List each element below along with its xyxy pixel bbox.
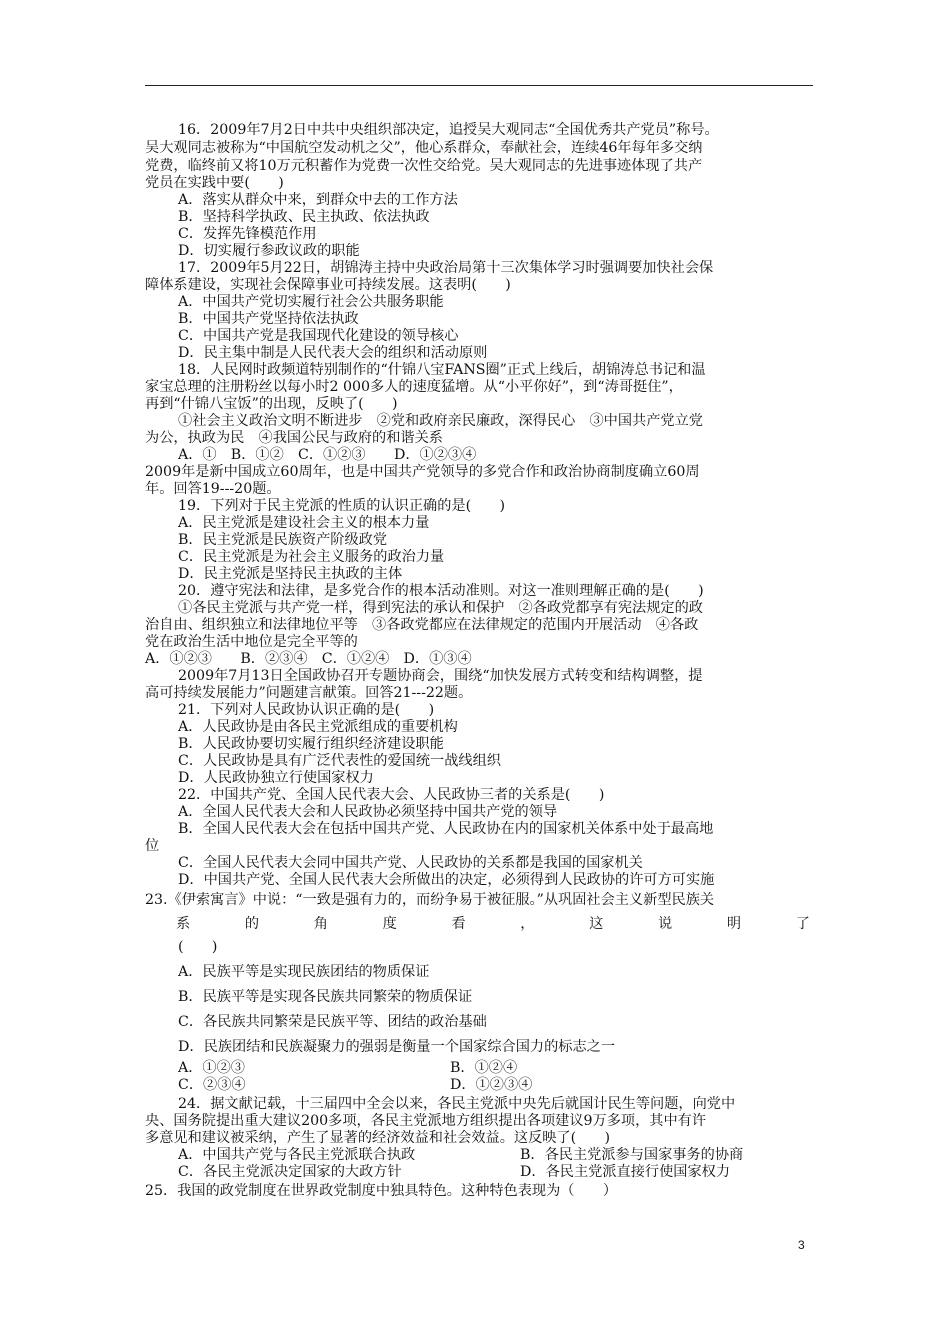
q18-stem-line2: 家宝总理的注册粉丝以每小时2 000多人的速度猛增。从“小平你好”，到“涛哥挺住”， bbox=[145, 379, 683, 395]
q23-word: 说 bbox=[658, 916, 673, 932]
q19-option-a: A．民主党派是建设社会主义的根本力量 bbox=[178, 515, 430, 531]
q17-option-b: B．中国共产党坚持依法执政 bbox=[178, 311, 359, 327]
q20-stem-line4: 党在政治生活中地位是完全平等的 bbox=[145, 634, 358, 650]
q23-word: 的 bbox=[244, 916, 260, 932]
q16-stem-line1: 16．2009年7月2日中共中央组织部决定，追授吴大观同志“全国优秀共产党员”称号。 bbox=[178, 122, 719, 138]
q23-option-a: A．民族平等是实现民族团结的物质保证 bbox=[178, 964, 430, 980]
q21-option-d: D．人民政协独立行使国家权力 bbox=[178, 770, 374, 786]
q23-option-b: B．民族平等是实现各民族共同繁荣的物质保证 bbox=[178, 989, 473, 1005]
q23-word: ， bbox=[520, 916, 535, 932]
q20-stem-line1: 20．遵守宪法和法律，是多党合作的根本活动准则。对这一准则理解正确的是( ) bbox=[178, 583, 704, 599]
intro21-line2: 高可持续发展能力”问题建言献策。回答21---22题。 bbox=[145, 685, 473, 701]
q22-option-b: B．全国人民代表大会在包括中国共产党、人民政协在内的国家机关体系中处于最高地 bbox=[178, 821, 714, 837]
q21-stem: 21．下列对人民政协认识正确的是( ) bbox=[178, 702, 435, 718]
q24-option-c: C．各民主党派决定国家的大政方针 bbox=[178, 1164, 402, 1180]
q23-stem-line2 bbox=[176, 916, 810, 933]
q23-choice-c: C．②③④ bbox=[178, 1077, 246, 1093]
q23-choice-a: A．①②③ bbox=[178, 1060, 245, 1076]
q19-option-b: B．民主党派是民族资产阶级政党 bbox=[178, 532, 388, 548]
q18-stem-line5: 为公，执政为民 ④我国公民与政府的和谐关系 bbox=[145, 430, 443, 446]
q24-option-a: A．中国共产党与各民主党派联合执政 bbox=[178, 1147, 416, 1163]
q17-stem-line1: 17．2009年5月22日，胡锦涛主持中央政治局第十三次集体学习时强调要加快社会保 bbox=[178, 260, 714, 276]
q20-options: A．①②③ B．②③④ C．①②④ D．①③④ bbox=[145, 651, 472, 667]
q24-option-d: D．各民主党派直接行使国家权力 bbox=[520, 1164, 731, 1180]
q18-stem-line1: 18．人民网时政频道特别制作的“什锦八宝FANS圈”正式上线后，胡锦涛总书记和温 bbox=[178, 362, 706, 378]
q23-stem-line3: ( ) bbox=[178, 939, 218, 955]
q16-option-d: D．切实履行参政议政的职能 bbox=[178, 243, 360, 259]
q22-option-c: C．全国人民代表大会同中国共产党、人民政协的关系都是我国的国家机关 bbox=[178, 855, 643, 871]
q19-option-c: C．民主党派是为社会主义服务的政治力量 bbox=[178, 549, 445, 565]
q21-option-a: A．人民政协是由各民主党派组成的重要机构 bbox=[178, 719, 458, 735]
q23-word: 明 bbox=[726, 916, 742, 932]
q23-stem-line1: 23.《伊索寓言》中说：“一致是强有力的，而纷争易于被征服。”从巩固社会主义新型民族关 bbox=[145, 892, 715, 908]
q16-option-a: A．落实从群众中来，到群众中去的工作方法 bbox=[178, 192, 458, 208]
q23-option-c: C．各民族共同繁荣是民族平等、团结的政治基础 bbox=[178, 1014, 487, 1030]
q23-word: 度 bbox=[382, 916, 397, 932]
q23-word: 这 bbox=[589, 916, 604, 932]
q23-option-d: D．民族团结和民族凝聚力的强弱是衡量一个国家综合国力的标志之一 bbox=[178, 1039, 616, 1055]
q19-stem: 19．下列对于民主党派的性质的认识正确的是( ) bbox=[178, 498, 506, 514]
q18-options: A．① B．①② C．①②③ D．①②③④ bbox=[178, 447, 477, 463]
q16-stem-line2: 吴大观同志被称为“中国航空发动机之父”，他心系群众，奉献社会，连续46年每年多交纳 bbox=[145, 140, 703, 156]
q18-stem-line3: 再到“什锦八宝饭”的出现，反映了( ) bbox=[145, 396, 398, 412]
q24-option-b: B．各民主党派参与国家事务的协商 bbox=[520, 1147, 744, 1163]
q23-word: 看 bbox=[451, 916, 466, 932]
q16-stem-line3: 党费，临终前又将10万元积蓄作为党费一次性交给党。吴大观同志的先进事迹体现了共产 bbox=[145, 158, 703, 174]
q21-option-b: B．人民政协要切实履行组织经济建设职能 bbox=[178, 736, 444, 752]
q18-stem-line4: ①社会主义政治文明不断进步 ②党和政府亲民廉政，深得民心 ③中国共产党立党 bbox=[178, 413, 703, 429]
q16-stem-line4: 党员在实践中要( ) bbox=[145, 175, 284, 191]
q22-option-d: D．中国共产党、全国人民代表大会所做出的决定，必须得到人民政协的许可方可实施 bbox=[178, 872, 715, 888]
q17-option-d: D．民主集中制是人民代表大会的组织和活动原则 bbox=[178, 345, 488, 361]
q24-stem-line1: 24．据文献记载，十三届四中全会以来，各民主党派中央先后就国计民生等问题，向党中 bbox=[178, 1096, 736, 1112]
q22-option-a: A．全国人民代表大会和人民政协必须坚持中国共产党的领导 bbox=[178, 804, 558, 820]
q23-choice-d: D．①②③④ bbox=[450, 1077, 533, 1093]
q25-stem: 25．我国的政党制度在世界政党制度中独具特色。这种特色表现为（ ） bbox=[145, 1183, 618, 1199]
q24-stem-line2: 央、国务院提出重大建议200多项，各民主党派地方组织提出各项建议9万多项，其中有许 bbox=[145, 1113, 707, 1129]
q17-option-a: A．中国共产党切实履行社会公共服务职能 bbox=[178, 294, 444, 310]
q17-stem-line2: 障体系建设，实现社会保障事业可持续发展。这表明( ) bbox=[145, 277, 511, 293]
q23-word: 了 bbox=[795, 916, 810, 932]
q23-choice-b: B．①②④ bbox=[450, 1060, 518, 1076]
intro19-line2: 年。回答19---20题。 bbox=[145, 481, 281, 497]
q17-option-c: C．中国共产党是我国现代化建设的领导核心 bbox=[178, 328, 459, 344]
q20-stem-line3: 治自由、组织独立和法律地位平等 ③各政党都应在法律规定的范围内开展活动 ④各政 bbox=[145, 617, 699, 633]
q23-word: 系 bbox=[176, 916, 191, 932]
q22-stem: 22．中国共产党、全国人民代表大会、人民政协三者的关系是( ) bbox=[178, 787, 605, 803]
page-number: 3 bbox=[798, 1238, 805, 1252]
q24-stem-line3: 多意见和建议被采纳，产生了显著的经济效益和社会效益。这反映了( ) bbox=[145, 1130, 611, 1146]
q19-option-d: D．民主党派是坚持民主执政的主体 bbox=[178, 566, 403, 582]
q22-option-b-cont: 位 bbox=[145, 838, 160, 854]
header-rule bbox=[145, 85, 813, 86]
q23-word: 角 bbox=[313, 916, 328, 932]
q21-option-c: C．人民政协是具有广泛代表性的爱国统一战线组织 bbox=[178, 753, 501, 769]
q16-option-c: C．发挥先锋模范作用 bbox=[178, 226, 317, 242]
intro21-line1: 2009年7月13日全国政协召开专题协商会，围绕“加快发展方式转变和结构调整，提 bbox=[178, 668, 703, 684]
q16-option-b: B．坚持科学执政、民主执政、依法执政 bbox=[178, 209, 430, 225]
intro19-line1: 2009年是新中国成立60周年，也是中国共产党领导的多党合作和政治协商制度确立60周 bbox=[145, 464, 700, 480]
q20-stem-line2: ①各民主党派与共产党一样，得到宪法的承认和保护 ②各政党都享有宪法规定的政 bbox=[178, 600, 703, 616]
